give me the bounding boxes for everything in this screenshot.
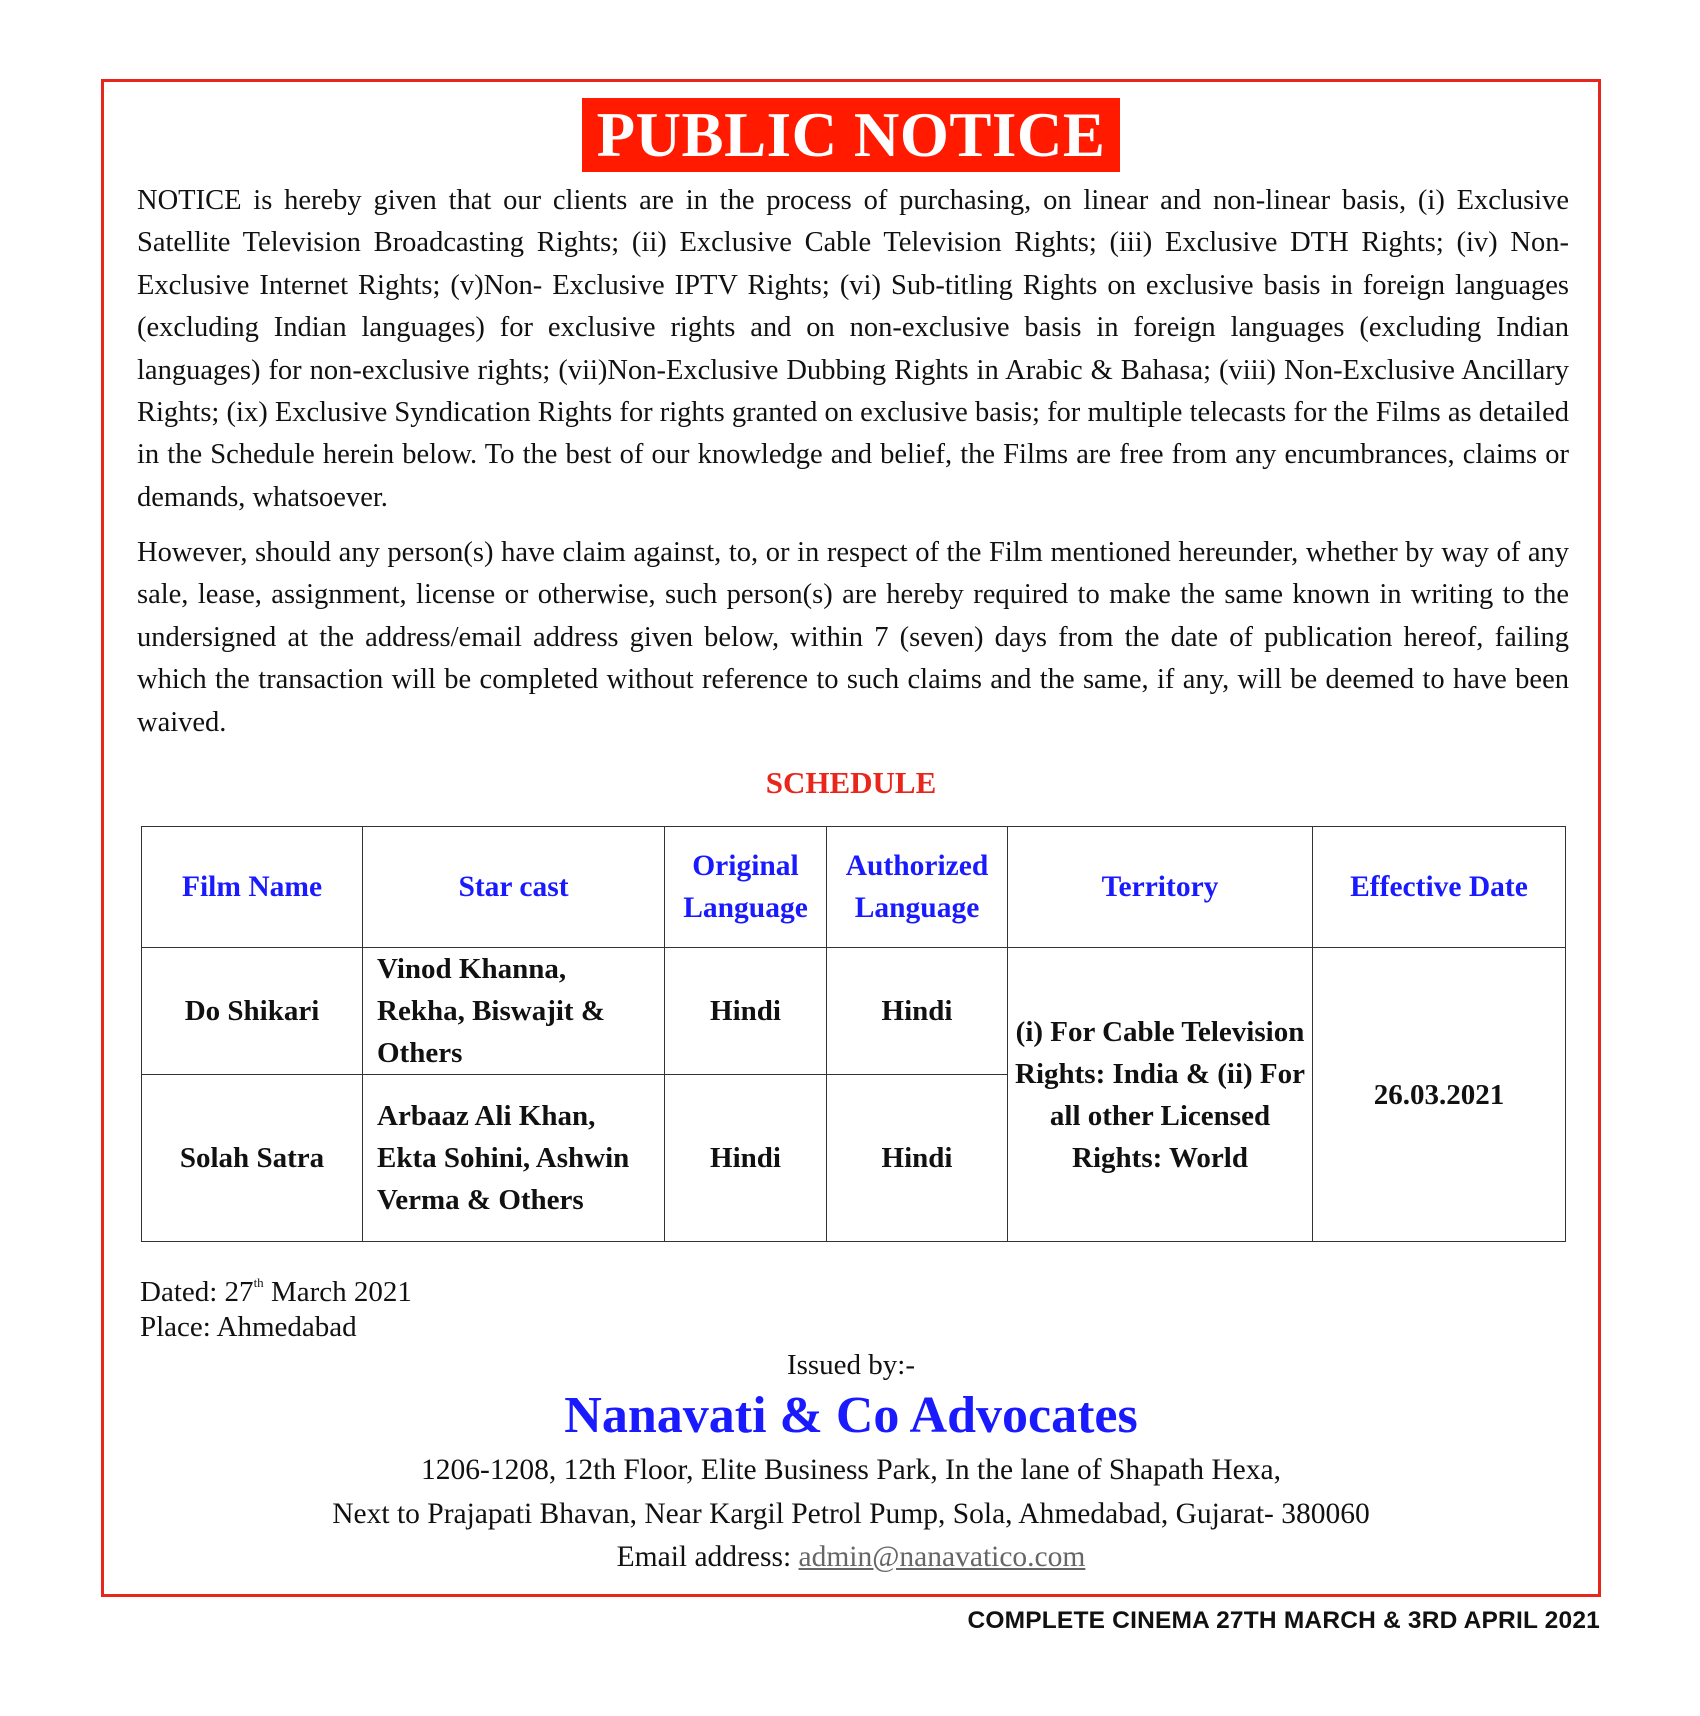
original-language-cell: Hindi [665, 1075, 827, 1242]
star-cast-cell: Arbaaz Ali Khan, Ekta Sohini, Ashwin Verma & Others [363, 1075, 665, 1242]
schedule-heading: SCHEDULE [765, 765, 937, 800]
dated-label: Dated: 27 [140, 1276, 254, 1308]
column-header-film-name: Film Name [142, 827, 363, 948]
address-line-1: 1206-1208, 12th Floor, Elite Business Park, In the lane of Shapath Hexa, [421, 1454, 1281, 1486]
star-cast-cell: Vinod Khanna, Rekha, Biswajit & Others [363, 948, 665, 1075]
column-header-effective-date: Effective Date [1313, 827, 1566, 948]
table-row [142, 948, 1566, 1075]
notice-paragraph-2: However, should any person(s) have claim against, to, or in respect of the Film mentioned hereunder, whether by way of any sale, lease, assignment, license or otherwise, such person(s) are hereby required to make the same known in writing to the undersigned at the address/email address given below, within 7 (seven) days from the date of publication hereof, failing which the transaction will be completed without reference to such claims and the same, if any, will be deemed to have been waived. [137, 537, 1569, 738]
column-header-original-language: Original Language [665, 827, 827, 948]
dated-place-block [140, 1275, 412, 1345]
title-wrap [104, 98, 1598, 172]
notice-paragraph-1: NOTICE is hereby given that our clients are in the process of purchasing, on linear and non-linear basis, (i) Exclusive Satellite Television Broadcasting Rights; (ii) Exclusive Cable Television Rights; (iii) Exclusive DTH Rights; (iv) Non-Exclusive Internet Rights; (v)Non- Exclusive IPTV Rights; (vi) Sub-titling Rights on exclusive basis in foreign languages (excluding Indian languages) for exclusive rights and on non-exclusive basis in foreign languages (excluding Indian languages) for non-exclusive rights; (vii)Non-Exclusive Dubbing Rights in Arabic & Bahasa; (viii) Non-Exclusive Ancillary Rights; (ix) Exclusive Syndication Rights for rights granted on exclusive basis; for multiple telecasts for the Films as detailed in the Schedule herein below. To the best of our knowledge and belief, the Films are free from any encumbrances, claims or demands, whatsoever. [137, 185, 1569, 513]
notice-title: PUBLIC NOTICE [582, 98, 1121, 172]
firm-name: Nanavati & Co Advocates [564, 1387, 1138, 1444]
territory-cell: (i) For Cable Television Rights: India & (ii) For all other Licensed Rights: World [1008, 948, 1313, 1242]
original-language-cell: Hindi [665, 948, 827, 1075]
schedule-table [141, 826, 1566, 1242]
address-block [104, 1449, 1598, 1580]
effective-date-cell: 26.03.2021 [1313, 948, 1566, 1242]
film-name-cell: Solah Satra [142, 1075, 363, 1242]
column-header-territory: Territory [1008, 827, 1313, 948]
film-name-cell: Do Shikari [142, 948, 363, 1075]
dated-rest: March 2021 [263, 1276, 412, 1308]
column-header-authorized-language: Authorized Language [827, 827, 1008, 948]
public-notice-frame [101, 79, 1601, 1597]
email-label: Email address: [616, 1541, 799, 1573]
table-header-row [142, 827, 1566, 948]
email-link[interactable]: admin@nanavatico.com [798, 1541, 1086, 1573]
place-line: Place: Ahmedabad [140, 1311, 357, 1343]
dated-suffix: th [253, 1275, 264, 1290]
issued-by-label: Issued by:- [786, 1349, 916, 1381]
column-header-star-cast: Star cast [363, 827, 665, 948]
publication-footer: COMPLETE CINEMA 27TH MARCH & 3RD APRIL 2021 [967, 1607, 1600, 1634]
address-line-2: Next to Prajapati Bhavan, Near Kargil Petrol Pump, Sola, Ahmedabad, Gujarat- 380060 [332, 1497, 1370, 1530]
dated-line [140, 1275, 412, 1310]
email-line [104, 1536, 1598, 1580]
authorized-language-cell: Hindi [827, 948, 1008, 1075]
authorized-language-cell: Hindi [827, 1075, 1008, 1242]
